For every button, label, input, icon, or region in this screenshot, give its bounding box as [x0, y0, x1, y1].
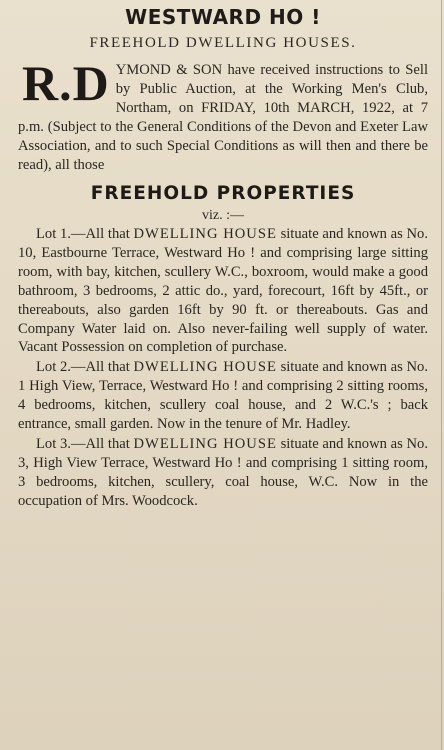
- column-rule: [441, 0, 442, 750]
- lot-text: situate and known as No. 3, High View Terrace, Westward Ho ! and comprising 1 sitting room, 3 bedrooms, kitchen, scullery, coal house, W.C. Now in the occupation of Mrs. Woodcock.: [18, 435, 428, 509]
- drop-cap: R.D: [22, 55, 110, 111]
- section-title: FREEHOLD PROPERTIES: [90, 183, 356, 204]
- viz-line: viz. :—: [202, 208, 244, 223]
- lot-3: [18, 435, 428, 511]
- intro-text: YMOND & SON have received instructions to Sell by Public Auction, at the Working Men's Club, Northam, on FRIDAY, 10th MARCH, 1922, at 7 p.m. (Subject to the General Conditions of the Devon and Exeter Law Association, and to such Special Conditions as will then and there be read), all those: [18, 62, 428, 173]
- lot-text: situate and known as No. 10, Eastbourne Terrace, Westward Ho ! and comprising large sitting room, with bay, kitchen, scullery W.C., boxroom, would make a good bathroom, 3 bedrooms, 2 attic do., yard, forecourt, 16ft by 45ft., or thereabouts, also garden 16ft by 90 ft. or thereabouts. Gas and Company Water laid on. Also never-failing well supply of water. Vacant Possession on completion of purchase.: [18, 226, 428, 356]
- intro-paragraph: [18, 55, 428, 175]
- lot-text: situate and known as No. 1 High View, Terrace, Westward Ho ! and comprising 2 sitting rooms, 4 bedrooms, kitchen, scullery coal house, and 2 W.C.'s ; back entrance, small garden. Now in the tenure of Mr. Hadley.: [18, 359, 428, 433]
- subheading: FREEHOLD DWELLING HOUSES.: [89, 35, 357, 51]
- headline: WESTWARD HO !: [125, 5, 321, 29]
- lot-label: Lot 2.—All that: [36, 359, 130, 376]
- lot-1: [18, 225, 428, 357]
- lot-label: Lot 1.—All that: [36, 226, 130, 242]
- lot-house: DWELLING HOUSE: [133, 435, 277, 452]
- lot-2: [18, 358, 428, 434]
- lot-house: DWELLING HOUSE: [133, 359, 277, 376]
- lot-house: DWELLING HOUSE: [133, 226, 277, 242]
- lot-label: Lot 3.—All that: [36, 435, 130, 452]
